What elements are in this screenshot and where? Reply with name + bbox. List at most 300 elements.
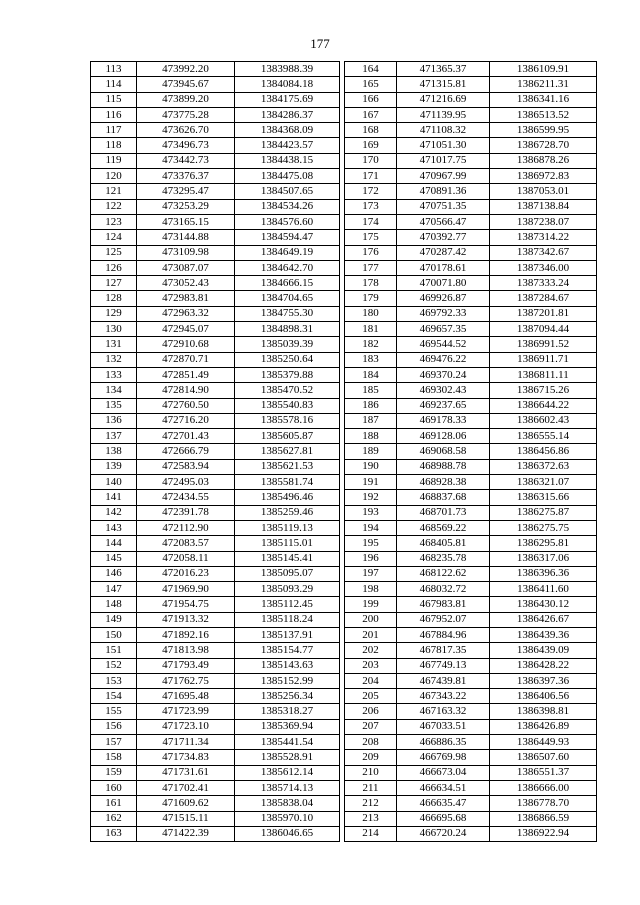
table-row — [345, 826, 597, 841]
x-coordinate-cell: 472391.78 — [137, 505, 235, 520]
x-coordinate-cell: 467884.96 — [397, 627, 490, 642]
x-coordinate-cell: 468569.22 — [397, 520, 490, 535]
x-coordinate-cell: 467817.35 — [397, 643, 490, 658]
table-row — [91, 459, 340, 474]
x-coordinate-cell: 469128.06 — [397, 429, 490, 444]
y-coordinate-cell: 1386439.09 — [490, 643, 597, 658]
point-number-cell: 190 — [345, 459, 397, 474]
table-row — [91, 276, 340, 291]
table-row — [345, 689, 597, 704]
point-number-cell: 204 — [345, 673, 397, 688]
point-number-cell: 202 — [345, 643, 397, 658]
x-coordinate-cell: 471913.32 — [137, 612, 235, 627]
table-row — [345, 750, 597, 765]
x-coordinate-cell: 469657.35 — [397, 322, 490, 337]
table-row — [91, 383, 340, 398]
table-row — [345, 459, 597, 474]
x-coordinate-cell: 469302.43 — [397, 383, 490, 398]
x-coordinate-cell: 468405.81 — [397, 536, 490, 551]
x-coordinate-cell: 466720.24 — [397, 826, 490, 841]
point-number-cell: 154 — [91, 689, 137, 704]
x-coordinate-cell: 473087.07 — [137, 260, 235, 275]
x-coordinate-cell: 473626.70 — [137, 123, 235, 138]
y-coordinate-cell: 1386315.66 — [490, 490, 597, 505]
point-number-cell: 158 — [91, 750, 137, 765]
point-number-cell: 137 — [91, 429, 137, 444]
table-row — [345, 520, 597, 535]
table-row — [91, 291, 340, 306]
x-coordinate-cell: 467983.81 — [397, 597, 490, 612]
point-number-cell: 211 — [345, 780, 397, 795]
table-row — [345, 107, 597, 122]
y-coordinate-cell: 1387201.81 — [490, 306, 597, 321]
point-number-cell: 197 — [345, 566, 397, 581]
point-number-cell: 175 — [345, 230, 397, 245]
point-number-cell: 134 — [91, 383, 137, 398]
x-coordinate-cell: 468032.72 — [397, 582, 490, 597]
y-coordinate-cell: 1385112.45 — [235, 597, 340, 612]
y-coordinate-cell: 1386449.93 — [490, 735, 597, 750]
x-coordinate-cell: 471365.37 — [397, 62, 490, 77]
y-coordinate-cell: 1386555.14 — [490, 429, 597, 444]
y-coordinate-cell: 1384704.65 — [235, 291, 340, 306]
x-coordinate-cell: 473109.98 — [137, 245, 235, 260]
y-coordinate-cell: 1384507.65 — [235, 184, 340, 199]
point-number-cell: 188 — [345, 429, 397, 444]
x-coordinate-cell: 467343.22 — [397, 689, 490, 704]
point-number-cell: 155 — [91, 704, 137, 719]
x-coordinate-cell: 473442.73 — [137, 153, 235, 168]
point-number-cell: 138 — [91, 444, 137, 459]
x-coordinate-cell: 473165.15 — [137, 214, 235, 229]
table-row — [345, 276, 597, 291]
table-row — [91, 627, 340, 642]
point-number-cell: 203 — [345, 658, 397, 673]
y-coordinate-cell: 1386396.36 — [490, 566, 597, 581]
point-number-cell: 199 — [345, 597, 397, 612]
y-coordinate-cell: 1385441.54 — [235, 735, 340, 750]
y-coordinate-cell: 1386439.36 — [490, 627, 597, 642]
point-number-cell: 181 — [345, 322, 397, 337]
point-number-cell: 118 — [91, 138, 137, 153]
y-coordinate-cell: 1384438.15 — [235, 153, 340, 168]
y-coordinate-cell: 1383988.39 — [235, 62, 340, 77]
y-coordinate-cell: 1385369.94 — [235, 719, 340, 734]
x-coordinate-cell: 471892.16 — [137, 627, 235, 642]
y-coordinate-cell: 1386317.06 — [490, 551, 597, 566]
y-coordinate-cell: 1385970.10 — [235, 811, 340, 826]
x-coordinate-cell: 468837.68 — [397, 490, 490, 505]
y-coordinate-cell: 1385318.27 — [235, 704, 340, 719]
y-coordinate-cell: 1385578.16 — [235, 413, 340, 428]
x-coordinate-cell: 471723.10 — [137, 719, 235, 734]
y-coordinate-cell: 1385119.13 — [235, 520, 340, 535]
x-coordinate-cell: 470751.35 — [397, 199, 490, 214]
y-coordinate-cell: 1385095.07 — [235, 566, 340, 581]
point-number-cell: 177 — [345, 260, 397, 275]
point-number-cell: 165 — [345, 77, 397, 92]
y-coordinate-cell: 1386430.12 — [490, 597, 597, 612]
y-coordinate-cell: 1386599.95 — [490, 123, 597, 138]
y-coordinate-cell: 1385093.29 — [235, 582, 340, 597]
point-number-cell: 128 — [91, 291, 137, 306]
x-coordinate-cell: 468122.62 — [397, 566, 490, 581]
x-coordinate-cell: 468988.78 — [397, 459, 490, 474]
table-row — [91, 658, 340, 673]
y-coordinate-cell: 1386507.60 — [490, 750, 597, 765]
y-coordinate-cell: 1385605.87 — [235, 429, 340, 444]
point-number-cell: 114 — [91, 77, 137, 92]
y-coordinate-cell: 1387284.67 — [490, 291, 597, 306]
x-coordinate-cell: 473775.28 — [137, 107, 235, 122]
point-number-cell: 178 — [345, 276, 397, 291]
x-coordinate-cell: 470891.36 — [397, 184, 490, 199]
table-row — [345, 230, 597, 245]
point-number-cell: 176 — [345, 245, 397, 260]
x-coordinate-cell: 472495.03 — [137, 475, 235, 490]
table-row — [345, 77, 597, 92]
table-row — [91, 811, 340, 826]
table-row — [345, 658, 597, 673]
y-coordinate-cell: 1385250.64 — [235, 352, 340, 367]
point-number-cell: 120 — [91, 169, 137, 184]
y-coordinate-cell: 1385612.14 — [235, 765, 340, 780]
table-row — [345, 367, 597, 382]
point-number-cell: 205 — [345, 689, 397, 704]
point-number-cell: 141 — [91, 490, 137, 505]
point-number-cell: 115 — [91, 92, 137, 107]
x-coordinate-cell: 471954.75 — [137, 597, 235, 612]
x-coordinate-cell: 473899.20 — [137, 92, 235, 107]
point-number-cell: 179 — [345, 291, 397, 306]
y-coordinate-cell: 1386972.83 — [490, 169, 597, 184]
x-coordinate-cell: 468235.78 — [397, 551, 490, 566]
table-row — [345, 245, 597, 260]
y-coordinate-cell: 1385621.53 — [235, 459, 340, 474]
y-coordinate-cell: 1386372.63 — [490, 459, 597, 474]
table-row — [91, 429, 340, 444]
table-row — [91, 520, 340, 535]
table-row — [91, 597, 340, 612]
x-coordinate-cell: 472666.79 — [137, 444, 235, 459]
y-coordinate-cell: 1387094.44 — [490, 322, 597, 337]
x-coordinate-cell: 473376.37 — [137, 169, 235, 184]
table-row — [345, 337, 597, 352]
table-row — [91, 169, 340, 184]
point-number-cell: 167 — [345, 107, 397, 122]
table-row — [91, 566, 340, 581]
table-row — [91, 322, 340, 337]
table-row — [91, 398, 340, 413]
x-coordinate-cell: 471609.62 — [137, 796, 235, 811]
table-row — [91, 490, 340, 505]
point-number-cell: 200 — [345, 612, 397, 627]
y-coordinate-cell: 1385143.63 — [235, 658, 340, 673]
x-coordinate-cell: 466634.51 — [397, 780, 490, 795]
point-number-cell: 133 — [91, 367, 137, 382]
table-row — [345, 291, 597, 306]
y-coordinate-cell: 1384576.60 — [235, 214, 340, 229]
table-row — [345, 780, 597, 795]
x-coordinate-cell: 469178.33 — [397, 413, 490, 428]
x-coordinate-cell: 471315.81 — [397, 77, 490, 92]
point-number-cell: 196 — [345, 551, 397, 566]
y-coordinate-cell: 1386602.43 — [490, 413, 597, 428]
x-coordinate-cell: 472434.55 — [137, 490, 235, 505]
point-number-cell: 139 — [91, 459, 137, 474]
table-row — [345, 306, 597, 321]
table-row — [91, 184, 340, 199]
x-coordinate-cell: 470178.61 — [397, 260, 490, 275]
table-row — [345, 735, 597, 750]
x-coordinate-cell: 472870.71 — [137, 352, 235, 367]
y-coordinate-cell: 1384666.15 — [235, 276, 340, 291]
point-number-cell: 193 — [345, 505, 397, 520]
table-row — [345, 627, 597, 642]
point-number-cell: 150 — [91, 627, 137, 642]
point-number-cell: 113 — [91, 62, 137, 77]
y-coordinate-cell: 1385145.41 — [235, 551, 340, 566]
table-row — [345, 643, 597, 658]
point-number-cell: 170 — [345, 153, 397, 168]
table-row — [345, 566, 597, 581]
point-number-cell: 174 — [345, 214, 397, 229]
point-number-cell: 206 — [345, 704, 397, 719]
point-number-cell: 195 — [345, 536, 397, 551]
point-number-cell: 189 — [345, 444, 397, 459]
table-row — [91, 689, 340, 704]
x-coordinate-cell: 470566.47 — [397, 214, 490, 229]
y-coordinate-cell: 1386295.81 — [490, 536, 597, 551]
x-coordinate-cell: 466635.47 — [397, 796, 490, 811]
table-row — [91, 260, 340, 275]
point-number-cell: 187 — [345, 413, 397, 428]
x-coordinate-cell: 469544.52 — [397, 337, 490, 352]
table-row — [345, 765, 597, 780]
x-coordinate-cell: 472945.07 — [137, 322, 235, 337]
point-number-cell: 144 — [91, 536, 137, 551]
point-number-cell: 198 — [345, 582, 397, 597]
point-number-cell: 186 — [345, 398, 397, 413]
x-coordinate-cell: 467163.32 — [397, 704, 490, 719]
point-number-cell: 169 — [345, 138, 397, 153]
x-coordinate-cell: 470071.80 — [397, 276, 490, 291]
point-number-cell: 145 — [91, 551, 137, 566]
x-coordinate-cell: 471969.90 — [137, 582, 235, 597]
x-coordinate-cell: 473945.67 — [137, 77, 235, 92]
table-row — [91, 643, 340, 658]
y-coordinate-cell: 1387333.24 — [490, 276, 597, 291]
point-number-cell: 136 — [91, 413, 137, 428]
x-coordinate-cell: 467952.07 — [397, 612, 490, 627]
point-number-cell: 183 — [345, 352, 397, 367]
y-coordinate-cell: 1387314.22 — [490, 230, 597, 245]
y-coordinate-cell: 1387238.07 — [490, 214, 597, 229]
table-row — [345, 429, 597, 444]
x-coordinate-cell: 472963.32 — [137, 306, 235, 321]
y-coordinate-cell: 1385137.91 — [235, 627, 340, 642]
point-number-cell: 194 — [345, 520, 397, 535]
y-coordinate-cell: 1387342.67 — [490, 245, 597, 260]
table-row — [91, 444, 340, 459]
point-number-cell: 143 — [91, 520, 137, 535]
table-row — [345, 796, 597, 811]
point-number-cell: 129 — [91, 306, 137, 321]
y-coordinate-cell: 1386426.89 — [490, 719, 597, 734]
y-coordinate-cell: 1385470.52 — [235, 383, 340, 398]
y-coordinate-cell: 1386211.31 — [490, 77, 597, 92]
y-coordinate-cell: 1386426.67 — [490, 612, 597, 627]
x-coordinate-cell: 472016.23 — [137, 566, 235, 581]
y-coordinate-cell: 1387138.84 — [490, 199, 597, 214]
table-row — [91, 551, 340, 566]
x-coordinate-cell: 472701.43 — [137, 429, 235, 444]
y-coordinate-cell: 1385154.77 — [235, 643, 340, 658]
point-number-cell: 132 — [91, 352, 137, 367]
y-coordinate-cell: 1384534.26 — [235, 199, 340, 214]
table-row — [345, 92, 597, 107]
x-coordinate-cell: 469068.58 — [397, 444, 490, 459]
y-coordinate-cell: 1386811.11 — [490, 367, 597, 382]
table-row — [345, 673, 597, 688]
y-coordinate-cell: 1386398.81 — [490, 704, 597, 719]
point-number-cell: 163 — [91, 826, 137, 841]
point-number-cell: 184 — [345, 367, 397, 382]
x-coordinate-cell: 473295.47 — [137, 184, 235, 199]
x-coordinate-cell: 466673.04 — [397, 765, 490, 780]
x-coordinate-cell: 471051.30 — [397, 138, 490, 153]
y-coordinate-cell: 1384084.18 — [235, 77, 340, 92]
point-number-cell: 142 — [91, 505, 137, 520]
x-coordinate-cell: 466695.68 — [397, 811, 490, 826]
y-coordinate-cell: 1385528.91 — [235, 750, 340, 765]
x-coordinate-cell: 467439.81 — [397, 673, 490, 688]
table-row — [345, 169, 597, 184]
point-number-cell: 153 — [91, 673, 137, 688]
table-row — [91, 230, 340, 245]
x-coordinate-cell: 472814.90 — [137, 383, 235, 398]
x-coordinate-cell: 472910.68 — [137, 337, 235, 352]
y-coordinate-cell: 1384649.19 — [235, 245, 340, 260]
y-coordinate-cell: 1386878.26 — [490, 153, 597, 168]
y-coordinate-cell: 1386411.60 — [490, 582, 597, 597]
table-row — [91, 92, 340, 107]
table-row — [345, 551, 597, 566]
x-coordinate-cell: 473144.88 — [137, 230, 235, 245]
table-row — [91, 153, 340, 168]
x-coordinate-cell: 471723.99 — [137, 704, 235, 719]
x-coordinate-cell: 469237.65 — [397, 398, 490, 413]
point-number-cell: 146 — [91, 566, 137, 581]
point-number-cell: 116 — [91, 107, 137, 122]
y-coordinate-cell: 1384175.69 — [235, 92, 340, 107]
x-coordinate-cell: 473253.29 — [137, 199, 235, 214]
table-row — [345, 505, 597, 520]
point-number-cell: 212 — [345, 796, 397, 811]
table-row — [345, 597, 597, 612]
y-coordinate-cell: 1384898.31 — [235, 322, 340, 337]
table-row — [91, 536, 340, 551]
y-coordinate-cell: 1386406.56 — [490, 689, 597, 704]
table-row — [91, 245, 340, 260]
point-number-cell: 119 — [91, 153, 137, 168]
table-row — [91, 719, 340, 734]
x-coordinate-cell: 467033.51 — [397, 719, 490, 734]
y-coordinate-cell: 1386397.36 — [490, 673, 597, 688]
point-number-cell: 161 — [91, 796, 137, 811]
x-coordinate-cell: 473496.73 — [137, 138, 235, 153]
table-row — [345, 138, 597, 153]
point-number-cell: 208 — [345, 735, 397, 750]
y-coordinate-cell: 1385838.04 — [235, 796, 340, 811]
y-coordinate-cell: 1385152.99 — [235, 673, 340, 688]
table-row — [345, 444, 597, 459]
point-number-cell: 130 — [91, 322, 137, 337]
y-coordinate-cell: 1384642.70 — [235, 260, 340, 275]
x-coordinate-cell: 471695.48 — [137, 689, 235, 704]
table-row — [345, 184, 597, 199]
y-coordinate-cell: 1385540.83 — [235, 398, 340, 413]
table-row — [345, 612, 597, 627]
y-coordinate-cell: 1386728.70 — [490, 138, 597, 153]
point-number-cell: 213 — [345, 811, 397, 826]
point-number-cell: 209 — [345, 750, 397, 765]
table-row — [345, 352, 597, 367]
point-number-cell: 123 — [91, 214, 137, 229]
x-coordinate-cell: 472058.11 — [137, 551, 235, 566]
y-coordinate-cell: 1386275.75 — [490, 520, 597, 535]
point-number-cell: 173 — [345, 199, 397, 214]
point-number-cell: 121 — [91, 184, 137, 199]
y-coordinate-cell: 1385256.34 — [235, 689, 340, 704]
table-row — [345, 719, 597, 734]
y-coordinate-cell: 1387346.00 — [490, 260, 597, 275]
point-number-cell: 162 — [91, 811, 137, 826]
point-number-cell: 214 — [345, 826, 397, 841]
y-coordinate-cell: 1386428.22 — [490, 658, 597, 673]
x-coordinate-cell: 471515.11 — [137, 811, 235, 826]
x-coordinate-cell: 472083.57 — [137, 536, 235, 551]
y-coordinate-cell: 1384475.08 — [235, 169, 340, 184]
point-number-cell: 151 — [91, 643, 137, 658]
point-number-cell: 135 — [91, 398, 137, 413]
point-number-cell: 171 — [345, 169, 397, 184]
x-coordinate-cell: 471762.75 — [137, 673, 235, 688]
y-coordinate-cell: 1386866.59 — [490, 811, 597, 826]
y-coordinate-cell: 1386513.52 — [490, 107, 597, 122]
table-row — [91, 367, 340, 382]
x-coordinate-cell: 469792.33 — [397, 306, 490, 321]
table-row — [345, 536, 597, 551]
table-row — [91, 352, 340, 367]
x-coordinate-cell: 467749.13 — [397, 658, 490, 673]
y-coordinate-cell: 1385627.81 — [235, 444, 340, 459]
x-coordinate-cell: 470287.42 — [397, 245, 490, 260]
point-number-cell: 172 — [345, 184, 397, 199]
x-coordinate-cell: 470392.77 — [397, 230, 490, 245]
x-coordinate-cell: 472983.81 — [137, 291, 235, 306]
x-coordinate-cell: 472583.94 — [137, 459, 235, 474]
point-number-cell: 182 — [345, 337, 397, 352]
table-row — [91, 780, 340, 795]
table-row — [91, 199, 340, 214]
y-coordinate-cell: 1386046.65 — [235, 826, 340, 841]
x-coordinate-cell: 471702.41 — [137, 780, 235, 795]
y-coordinate-cell: 1384594.47 — [235, 230, 340, 245]
point-number-cell: 149 — [91, 612, 137, 627]
point-number-cell: 157 — [91, 735, 137, 750]
table-row — [91, 505, 340, 520]
